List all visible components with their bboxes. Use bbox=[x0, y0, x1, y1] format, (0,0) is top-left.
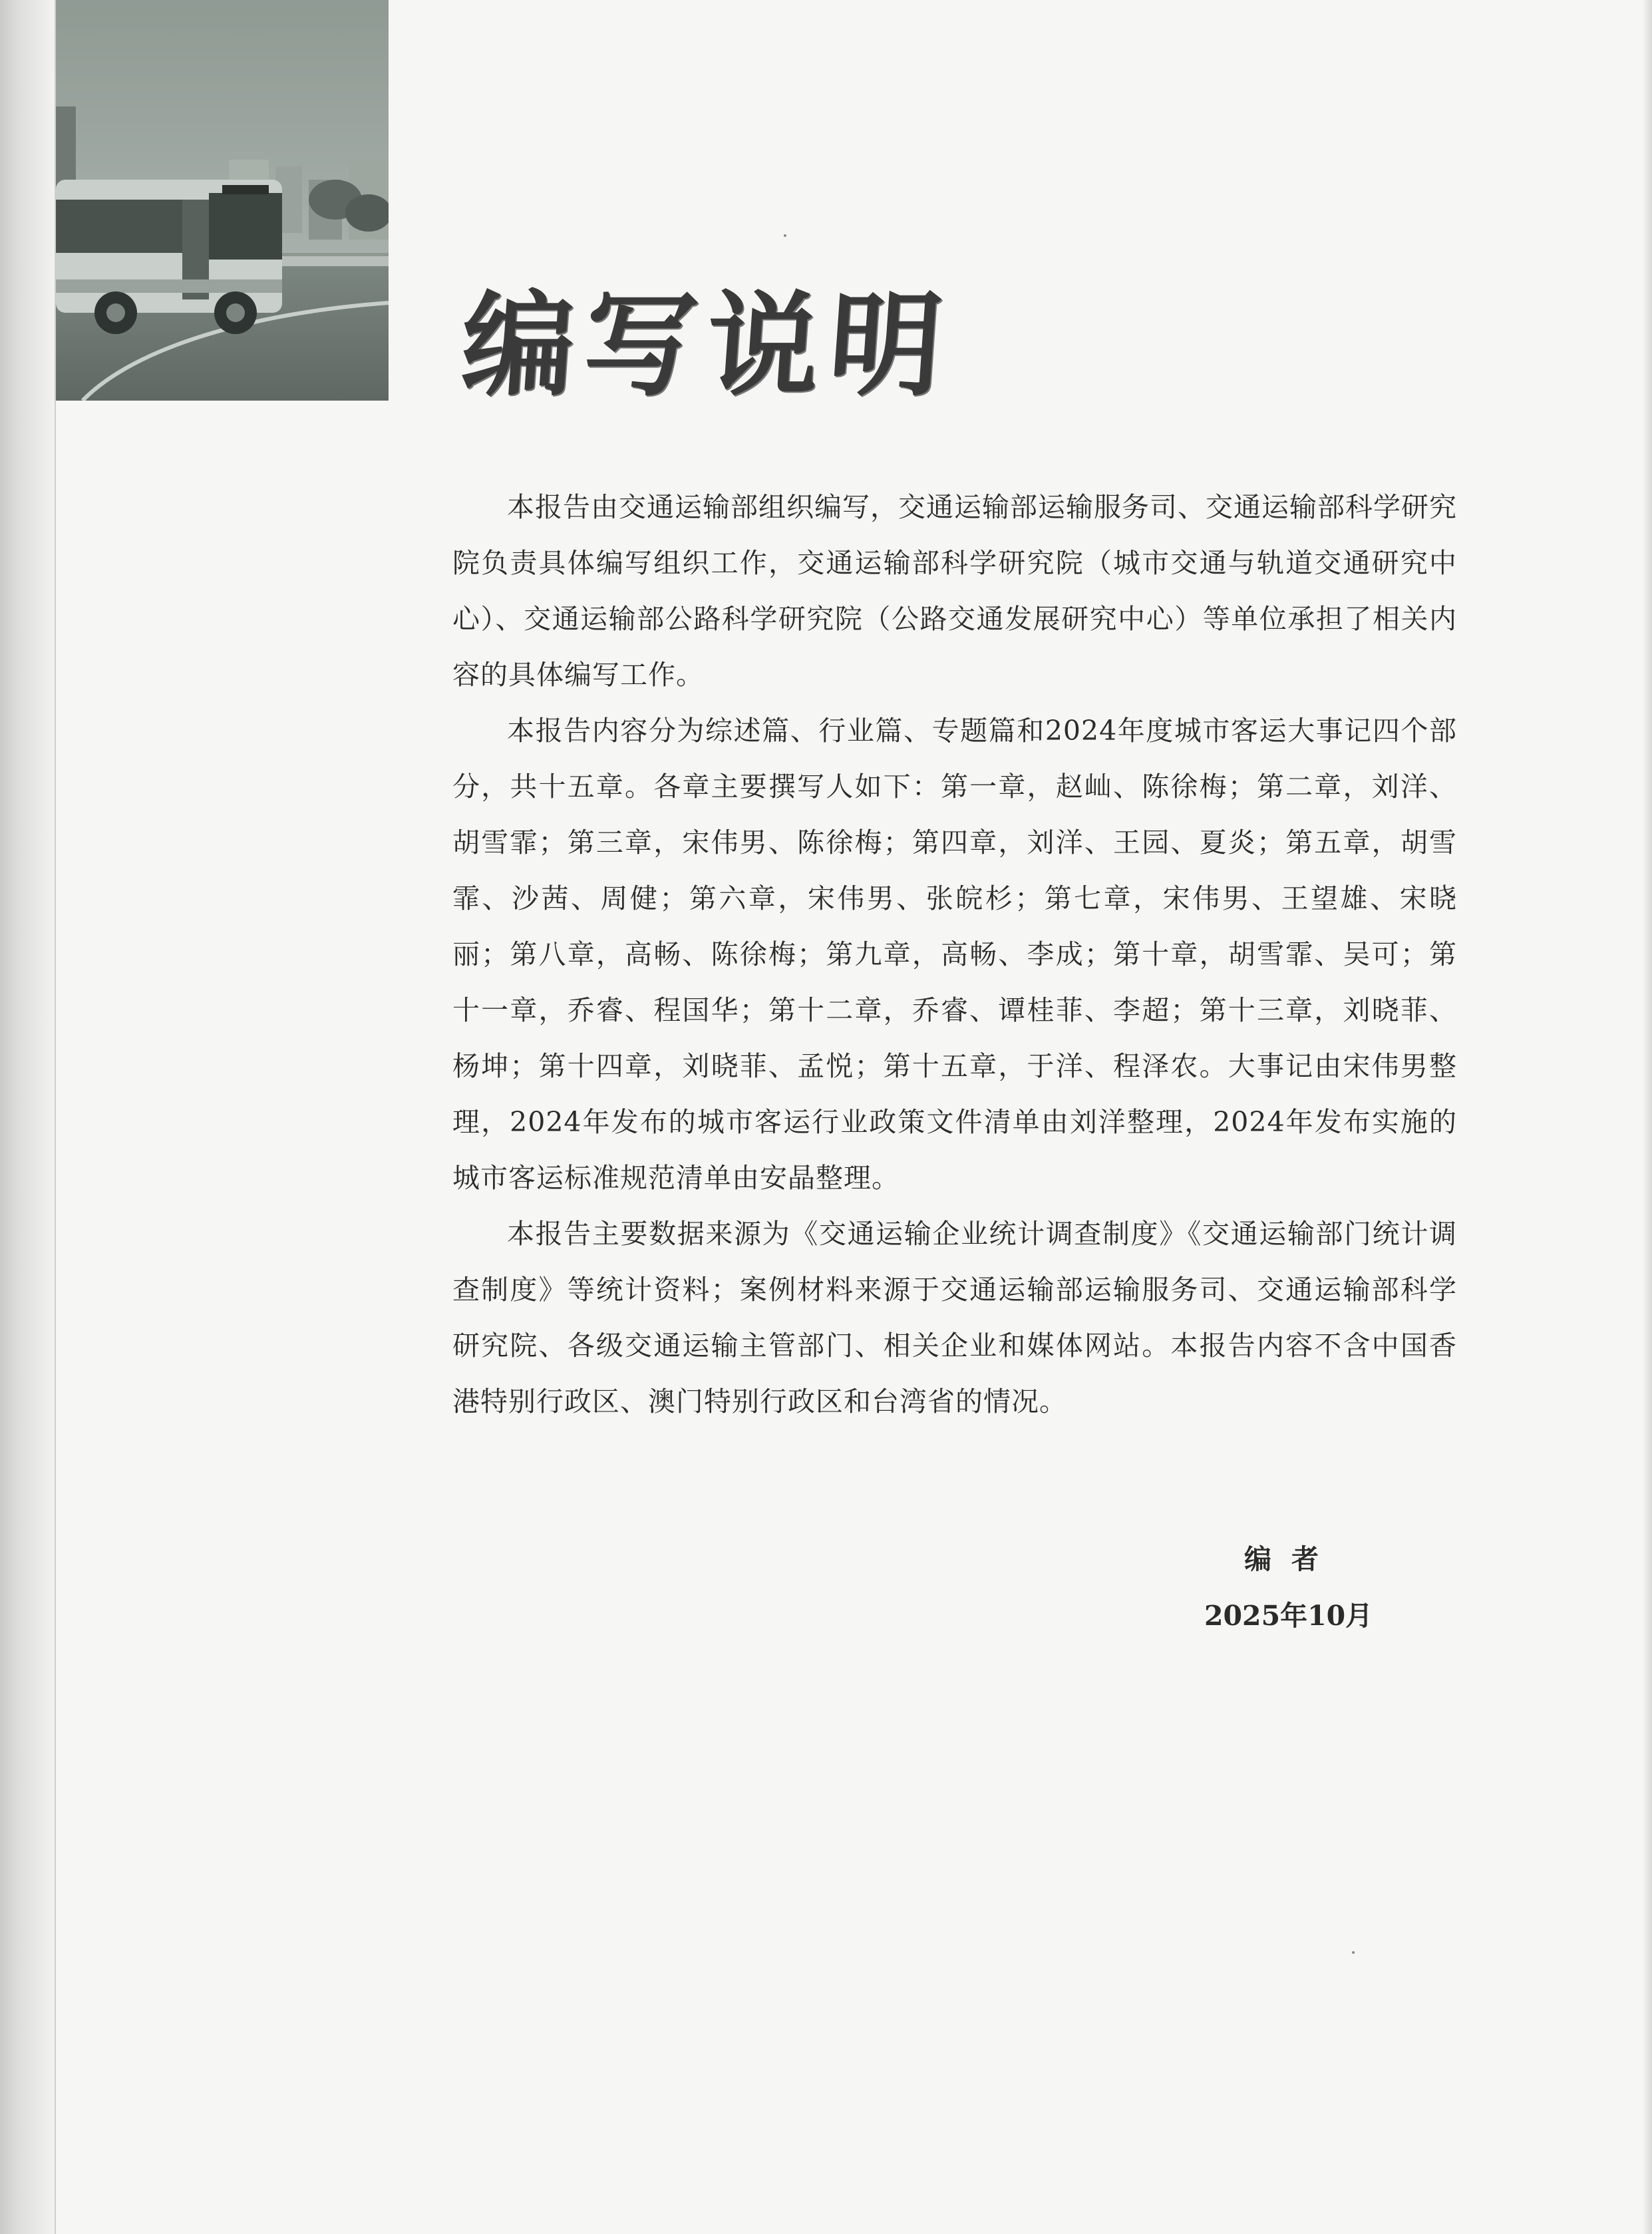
city-bus-photo bbox=[56, 0, 389, 401]
paragraph: 本报告内容分为综述篇、行业篇、专题篇和2024年度城市客运大事记四个部分，共十五章。各章主要撰写人如下：第一章，赵屾、陈徐梅；第二章，刘洋、胡雪霏；第三章，宋伟男、陈徐梅；第四章，刘洋、王园、夏炎；第五章，胡雪霏、沙茜、周健；第六章，宋伟男、张皖杉；第七章，宋伟男、王望雄、宋晓丽；第八章，高畅、陈徐梅；第九章，高畅、李成；第十章，胡雪霏、吴可；第十一章，乔睿、程国华；第十二章，乔睿、谭桂菲、李超；第十三章，刘晓菲、杨坤；第十四章，刘晓菲、孟悦；第十五章，于洋、程泽农。大事记由宋伟男整理，2024年发布的城市客运行业政策文件清单由刘洋整理，2024年发布实施的城市客运标准规范清单由安晶整理。 bbox=[452, 715, 1457, 1194]
page-edge-shadow bbox=[1643, 0, 1652, 2234]
signature-author: 编者 bbox=[1244, 1543, 1339, 1575]
scan-speck bbox=[784, 234, 786, 237]
scan-speck bbox=[1352, 1951, 1355, 1954]
body-text bbox=[452, 479, 1457, 1429]
paragraph: 本报告由交通运输部组织编写，交通运输部运输服务司、交通运输部科学研究院负责具体编写组织工作，交通运输部科学研究院（城市交通与轨道交通研究中心）、交通运输部公路科学研究院（公路交通发展研究中心）等单位承担了相关内容的具体编写工作。 bbox=[452, 491, 1457, 691]
binding-shadow bbox=[0, 0, 55, 2234]
signature-date: 2025年10月 bbox=[1204, 1600, 1373, 1632]
page-title: 编写说明 bbox=[457, 280, 956, 412]
paragraph: 本报告主要数据来源为《交通运输企业统计调查制度》《交通运输部门统计调查制度》等统计资料；案例材料来源于交通运输部运输服务司、交通运输部科学研究院、各级交通运输主管部门、相关企业和媒体网站。本报告内容不含中国香港特别行政区、澳门特别行政区和台湾省的情况。 bbox=[452, 1218, 1457, 1417]
